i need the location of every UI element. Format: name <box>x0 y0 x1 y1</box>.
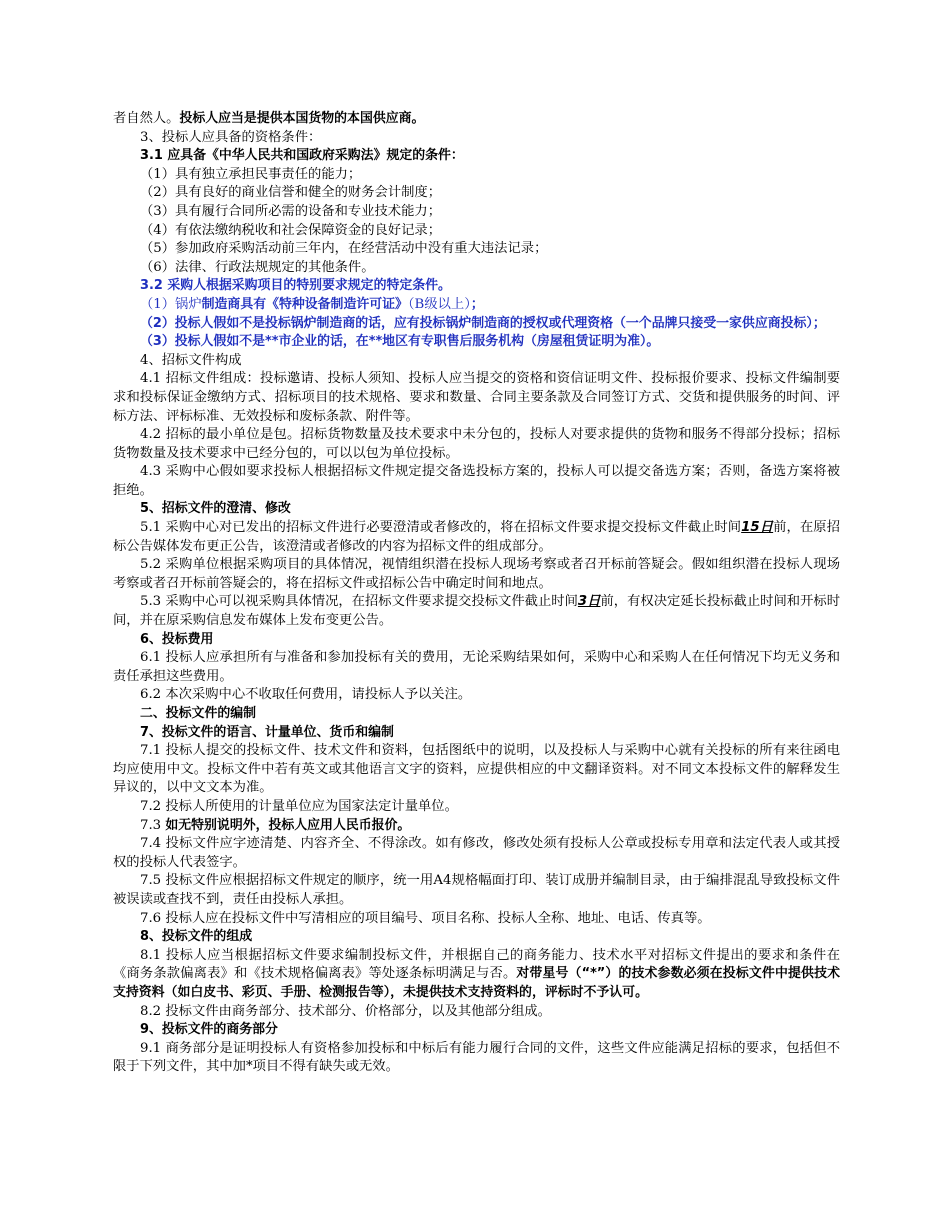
paragraph: 9.1 商务部分是证明投标人有资格参加投标和中标后有能力履行合同的文件，这些文件应能满足招标的要求，包括但不限于下列文件，其中加*项目不得有缺失或无效。 <box>113 1040 840 1075</box>
document-page <box>113 110 840 1077</box>
section-heading: 二、投标文件的编制 <box>140 706 257 721</box>
paragraph: 7.2 投标人所使用的计量单位应为国家法定计量单位。 <box>140 798 458 814</box>
paragraph: 7.3 如无特别说明外，投标人应用人民币报价。 <box>140 817 411 833</box>
list-item: （4）有依法缴纳税收和社会保障资金的良好记录； <box>140 222 441 238</box>
emphasis-text: 15日 <box>741 520 774 536</box>
list-item: （1）锅炉制造商具有《特种设备制造许可证》（B级以上）； <box>140 296 484 312</box>
paragraph: 8.1 投标人应当根据招标文件要求编制投标文件，并根据自己的商务能力、技术水平对招标文件提出的要求和条件在《商务条款偏离表》和《技术规格偏离表》等处逐条标明满足与否。对带星号（“*”）的技术参数必须在投标文件中提供技术支持资料（如白皮书、彩页、手册、检测报告等），未提供技术支持资料的，评标时不予认可。 <box>113 947 840 1000</box>
paragraph: 7.5 投标文件应根据招标文件规定的顺序，统一用A4规格幅面打印、装订成册并编制目录，由于编排混乱导致投标文件被误读或查找不到，责任由投标人承担。 <box>113 873 840 907</box>
list-item: （5）参加政府采购活动前三年内，在经营活动中没有重大违法记录； <box>140 241 548 257</box>
text-line: 者自然人。投标人应当是提供本国货物的本国供应商。 <box>113 111 425 126</box>
paragraph: 5.3 采购中心可以视采购具体情况，在招标文件要求提交投标文件截止时间3日前，有权决定延长投标截止时间和开标时间，并在原采购信息发布媒体上发布变更公告。 <box>113 594 840 629</box>
section-heading: 8、投标文件的组成 <box>140 929 253 945</box>
list-item: （2）具有良好的商业信誉和健全的财务会计制度； <box>140 185 441 201</box>
section-heading: 3.2 采购人根据采购项目的特别要求规定的特定条件。 <box>140 278 451 294</box>
list-item: （1）具有独立承担民事责任的能力； <box>140 166 362 182</box>
paragraph: 4.2 招标的最小单位是包。招标货物数量及技术要求中未分包的，投标人对要求提供的货物和服务不得部分投标；招标货物数量及技术要求中已经分包的，可以以包为单位投标。 <box>113 427 840 461</box>
list-item: （3）具有履行合同所必需的设备和专业技术能力； <box>140 203 441 219</box>
paragraph: 6.2 本次采购中心不收取任何费用，请投标人予以关注。 <box>140 687 472 703</box>
paragraph: 5.2 采购单位根据采购项目的具体情况，视情组织潜在投标人现场考察或者召开标前答疑会。假如组织潜在投标人现场考察或者召开标前答疑会的，将在招标文件或招标公告中确定时间和地点。 <box>113 557 840 591</box>
list-item: （6）法律、行政法规规定的其他条件。 <box>140 259 375 275</box>
list-item: （3）投标人假如不是**市企业的话，在**地区有专职售后服务机构（房屋租赁证明为准）。 <box>140 334 660 350</box>
section-heading: 9、投标文件的商务部分 <box>140 1022 278 1038</box>
section-heading: 7、投标文件的语言、计量单位、货币和编制 <box>140 724 394 740</box>
paragraph: 7.6 投标人应在投标文件中写清相应的项目编号、项目名称、投标人全称、地址、电话、传真等。 <box>140 910 711 926</box>
text-line: 3、投标人应具备的资格条件： <box>140 129 322 145</box>
bold-text: 投标人应当是提供本国货物的本国供应商。 <box>179 111 425 126</box>
section-heading: 4、招标文件构成 <box>140 352 242 368</box>
paragraph: 8.2 投标文件由商务部分、技术部分、价格部分，以及其他部分组成。 <box>140 1003 551 1019</box>
paragraph: 4.1 招标文件组成：投标邀请、投标人须知、投标人应当提交的资格和资信证明文件、投标报价要求、投标文件编制要求和投标保证金缴纳方式、招标项目的技术规格、要求和数量、合同主要条款及合同签订方式、交货和提供服务的时间、评标方法、评标标准、无效投标和废标条款、附件等。 <box>113 371 840 424</box>
paragraph: 7.1 投标人提交的投标文件、技术文件和资料，包括图纸中的说明，以及投标人与采购中心就有关投标的所有来往函电均应使用中文。投标文件中若有英文或其他语言文字的资料，应提供相应的中文翻译资料。对不同文本投标文件的解释发生异议的，以中文文本为准。 <box>113 743 840 796</box>
section-heading: 5、招标文件的澄清、修改 <box>140 501 291 517</box>
paragraph: 4.3 采购中心假如要求投标人根据招标文件规定提交备选投标方案的，投标人可以提交备选方案；否则，备选方案将被拒绝。 <box>113 464 840 498</box>
section-heading: 6、投标费用 <box>140 631 214 647</box>
section-heading: 3.1 应具备《中华人民共和国政府采购法》规定的条件： <box>140 148 464 164</box>
list-item: （2）投标人假如不是投标锅炉制造商的话，应有投标锅炉制造商的授权或代理资格（一个品牌只接受一家供应商投标）； <box>140 315 826 331</box>
paragraph: 5.1 采购中心对已发出的招标文件进行必要澄清或者修改的，将在招标文件要求提交投标文件截止时间15日前，在原招标公告媒体发布更正公告，该澄清或者修改的内容为招标文件的组成部分。 <box>113 520 840 554</box>
paragraph: 7.4 投标文件应字迹清楚、内容齐全、不得涂改。如有修改，修改处须有投标人公章或投标专用章和法定代表人或其授权的投标人代表签字。 <box>113 836 840 870</box>
paragraph: 6.1 投标人应承担所有与准备和参加投标有关的费用，无论采购结果如何，采购中心和采购人在任何情况下均无义务和责任承担这些费用。 <box>113 650 840 684</box>
emphasis-text: 3日 <box>577 594 601 610</box>
